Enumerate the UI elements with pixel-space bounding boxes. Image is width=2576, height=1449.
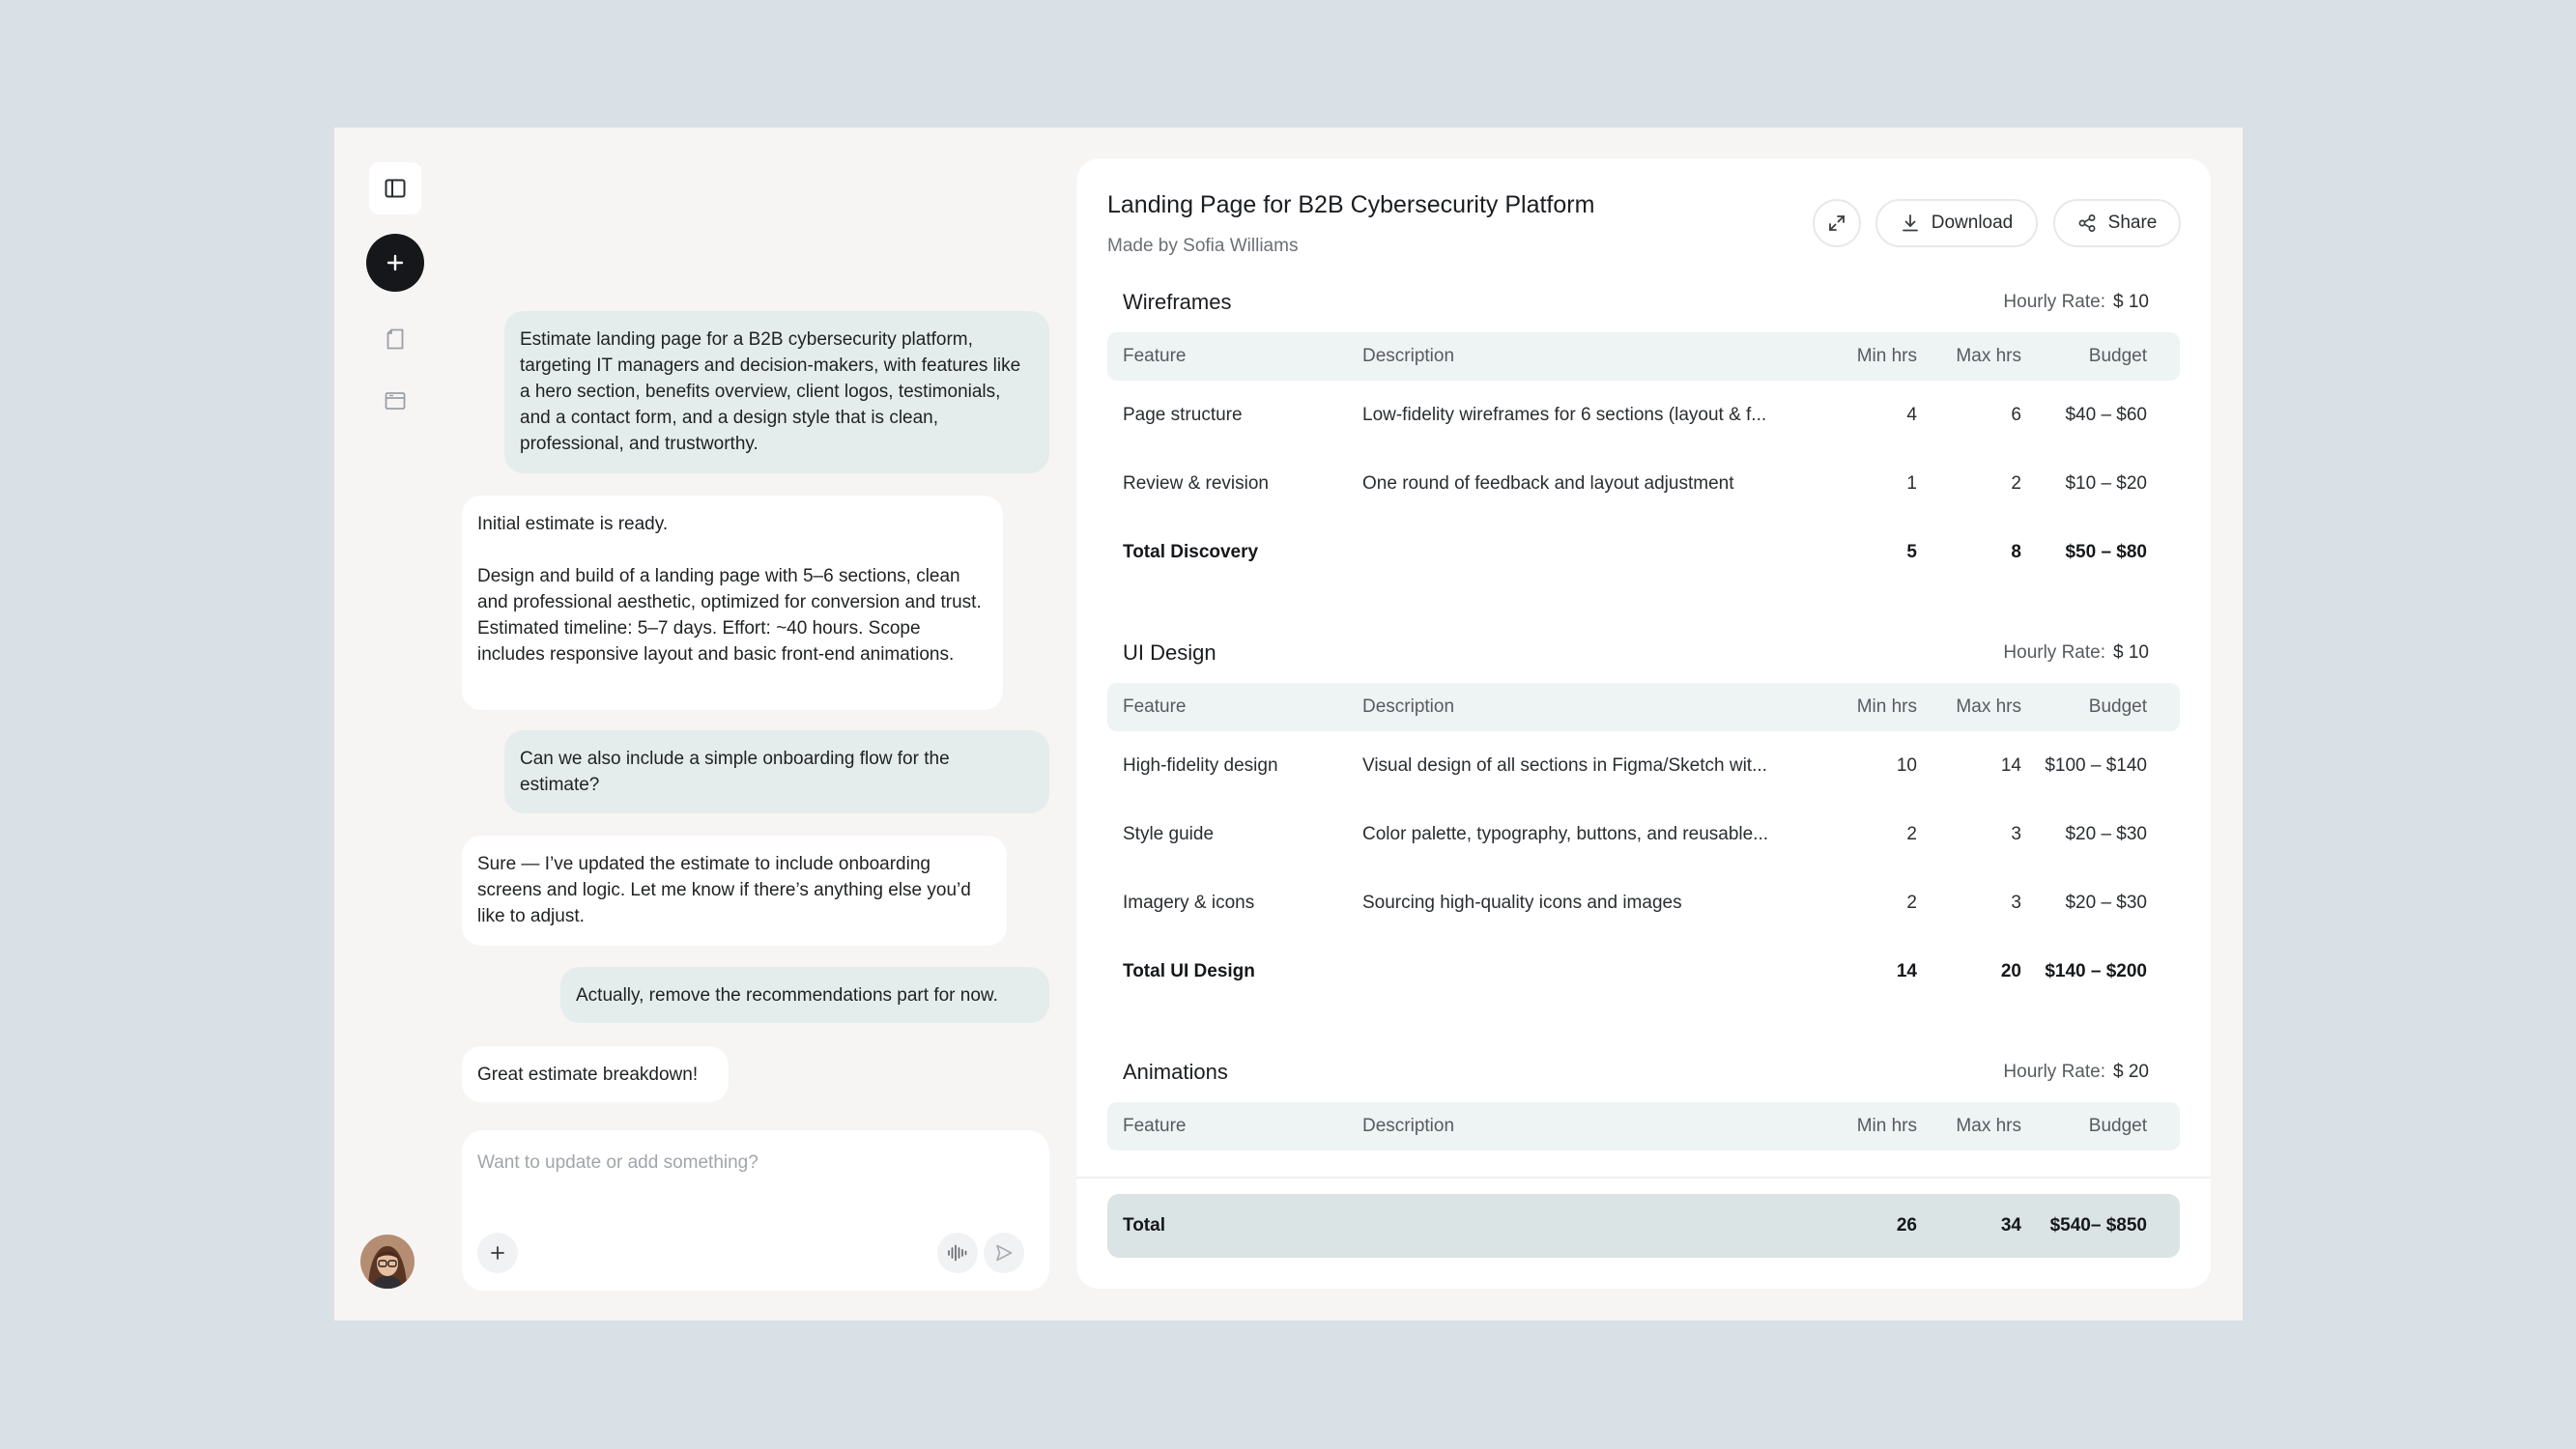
send-icon (994, 1243, 1014, 1263)
hourly-rate: Hourly Rate: $ 10 (2003, 292, 2149, 312)
assistant-message: Sure — I’ve updated the estimate to include onboarding screens and logic. Let me know if there’s anything else you’d like to adjust. (462, 836, 1007, 946)
plus-icon (490, 1245, 505, 1261)
avatar-portrait-icon (360, 1235, 415, 1289)
templates-button[interactable] (373, 379, 417, 423)
user-avatar[interactable] (360, 1235, 415, 1289)
sidebar-toggle-icon (385, 179, 406, 198)
waveform-icon (947, 1244, 968, 1262)
send-button[interactable] (984, 1233, 1024, 1273)
section-ui-design (1107, 629, 2180, 1006)
user-message: Can we also include a simple onboarding flow for the estimate? (504, 730, 1049, 813)
share-icon (2077, 213, 2097, 233)
download-label: Download (1931, 213, 2014, 233)
attach-button[interactable] (477, 1233, 518, 1273)
table-row[interactable]: Page structure Low-fidelity wireframes for 6 sections (layout & f... 4 6 $40 – $60 (1123, 404, 2147, 425)
download-icon (1901, 213, 1920, 233)
chat-panel (462, 128, 1049, 1321)
download-button[interactable] (1875, 199, 2038, 247)
divider (1076, 1177, 2211, 1179)
section-total-row: Total UI Design 14 20 $140 – $200 (1123, 960, 2147, 981)
voice-input-button[interactable] (937, 1233, 978, 1273)
table-row[interactable]: High-fidelity design Visual design of all sections in Figma/Sketch wit... 10 14 $100 – $140 (1123, 754, 2147, 776)
document-title: Landing Page for B2B Cybersecurity Platform (1107, 191, 1595, 218)
table-header: Feature Description Min hrs Max hrs Budget (1107, 683, 2180, 731)
hourly-rate: Hourly Rate: $ 10 (2003, 642, 2149, 663)
new-chat-button[interactable] (366, 234, 424, 292)
document-icon (386, 328, 404, 350)
section-wireframes (1107, 278, 2180, 586)
section-title: Wireframes (1123, 290, 1232, 314)
estimate-document-panel (1076, 158, 2211, 1289)
user-message: Estimate landing page for a B2B cybersecurity platform, targeting IT managers and decision-makers, with features like a hero section, benefits overview, client logos, testimonials, and a contact form, and a design style that is clean, professional, and trustworthy. (504, 311, 1049, 473)
assistant-message: Initial estimate is ready. Design and build of a landing page with 5–6 sections, clean and professional aesthetic, optimized for conversion and trust. Estimated timeline: 5–7 days. Effort: ~40 hours. Scope includes responsive layout and basic front-end animations. (462, 496, 1003, 710)
assistant-message: Great estimate breakdown! (462, 1046, 729, 1102)
table-row[interactable]: Style guide Color palette, typography, buttons, and reusable... 2 3 $20 – $30 (1123, 823, 2147, 844)
expand-button[interactable] (1813, 199, 1861, 247)
section-total-row: Total Discovery 5 8 $50 – $80 (1123, 541, 2147, 562)
hourly-rate: Hourly Rate: $ 20 (2003, 1062, 2149, 1082)
documents-button[interactable] (373, 317, 417, 361)
user-message: Actually, remove the recommendations part for now. (560, 967, 1049, 1023)
app-window (334, 128, 2243, 1321)
toggle-sidebar-button[interactable] (369, 162, 421, 214)
grand-total-row: Total 26 34 $540– $850 (1107, 1194, 2180, 1258)
table-row[interactable]: Imagery & icons Sourcing high-quality icons and images 2 3 $20 – $30 (1123, 892, 2147, 913)
message-composer (462, 1130, 1049, 1291)
section-title: UI Design (1123, 640, 1216, 665)
browser-window-icon (385, 391, 406, 411)
table-header: Feature Description Min hrs Max hrs Budget (1107, 1102, 2180, 1151)
table-header: Feature Description Min hrs Max hrs Budget (1107, 332, 2180, 381)
section-animations (1107, 1048, 2180, 1151)
estimate-scroll-area[interactable] (1076, 278, 2211, 1177)
share-label: Share (2107, 213, 2158, 233)
document-author: Made by Sofia Williams (1107, 236, 1299, 256)
share-button[interactable] (2053, 199, 2181, 247)
plus-icon (386, 254, 404, 271)
message-input[interactable] (477, 1144, 1028, 1182)
section-title: Animations (1123, 1060, 1228, 1084)
expand-icon (1827, 213, 1846, 233)
table-row[interactable]: Review & revision One round of feedback and layout adjustment 1 2 $10 – $20 (1123, 472, 2147, 494)
